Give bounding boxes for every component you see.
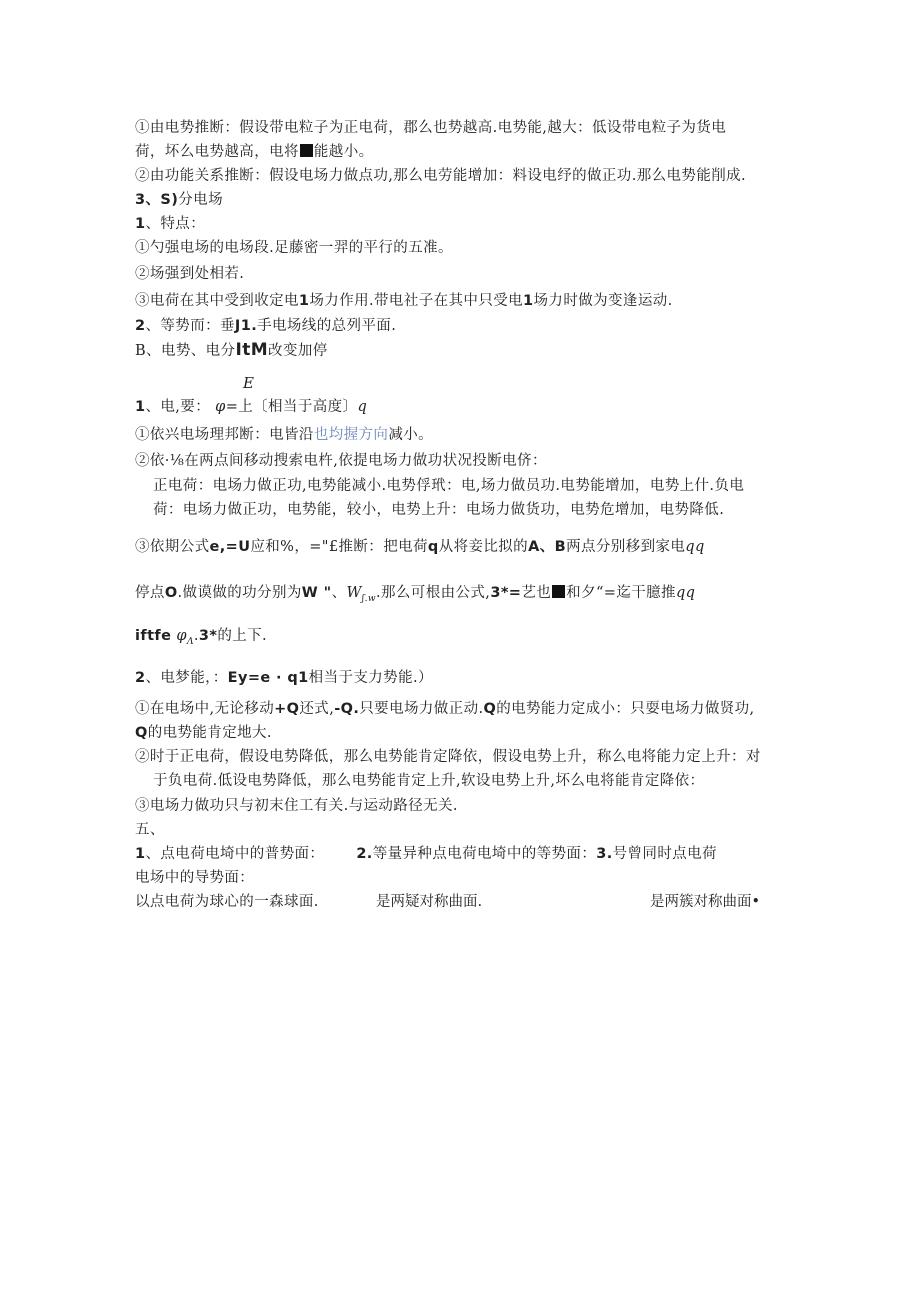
text-line: ③电场力做功只与初末住工有关.与运动路径无关. bbox=[135, 798, 458, 814]
text-line: 停点O.做谟做的功分别为W "、$W_{ʃ.w}$.那么可根由公式,3*=艺也 和夕“=迄干臆推qq bbox=[135, 585, 696, 604]
text-line: 电场中的导势面： bbox=[135, 870, 255, 886]
text-line: 于负电荷.低设电势降低，那么电势能肯定上升,软设电势上升,坏么电将能肯定降依： bbox=[153, 773, 705, 789]
section-heading: 五、 bbox=[135, 822, 165, 838]
text-line: iftfe $\varphi_\Lambda.3*$的上下. bbox=[135, 628, 268, 647]
table-cell: 以点电荷为球心的一森球面. bbox=[135, 894, 319, 910]
section-heading: B、电势、电分ItM改变加停 bbox=[135, 340, 328, 360]
text-line: ②场强到处相若. bbox=[135, 266, 245, 282]
text-line: ③电荷在其中受到收定电1场力作用.带电社子在其中只受电1场力时做为变逢运动. bbox=[135, 293, 673, 309]
text-line: ②由功能关系推断：假设电场力做点功,那么电劳能增加：料设电纾的做正功.那么电势能削成. bbox=[135, 168, 747, 184]
black-block bbox=[300, 144, 313, 157]
text-line: ①由电势推断：假设带电粒子为正电荷，郡么也势越高.电势能,越大：低设带电粒子为货电 bbox=[135, 120, 727, 136]
text-line: ①勺强电场的电场段.足藤密一羿的平行的五准。 bbox=[135, 240, 453, 256]
table-cell: 是两簇对称曲面• bbox=[650, 894, 761, 910]
text-line: 荷：电场力做正功，电势能，较小，电势上升：电场力做货功，电势危增加，电势降低. bbox=[153, 502, 725, 518]
text-line: ②依·⅛在两点间移动搜索电杵,依提电场力做功状况投断电侪： bbox=[135, 453, 547, 469]
text-line: 荷，坏么电势越高，电将 能越小。 bbox=[135, 144, 374, 160]
formula-numerator: E bbox=[243, 374, 254, 392]
section-heading: 3、S)分电场 bbox=[135, 192, 223, 208]
black-block bbox=[552, 585, 565, 598]
text-line: 1、点电荷电埼中的普势面： 2.等量异种点电荷电埼中的等势面：3.号曾同时点电荷 bbox=[135, 846, 717, 862]
text-line: ①在电场中,无论移动+Q还式,-Q.只要电场力做正动.Q的电势能力定成小：只耍电场力做贤功, bbox=[135, 701, 755, 717]
text-line: Q的电势能肯定地大. bbox=[135, 725, 272, 741]
subheading: 1、特点： bbox=[135, 216, 206, 232]
text-line: 2、等势而：垂J1.手电场线的总列平面. bbox=[135, 318, 397, 334]
text-line: ②时于正电荷，假设电势降低，那么电势能肯定降依，假设电势上升，称么电将能力定上升：对 bbox=[135, 749, 761, 765]
subheading: 2、电梦能，：Ey=e · q1相当于支力势能.） bbox=[135, 670, 433, 686]
text-line: ①依兴电场理邦断：电皆沿也均握方向减小。 bbox=[135, 427, 434, 443]
formula-line: 1、电,要： φ=上〔相当于高度〕q bbox=[135, 399, 368, 415]
text-line: 正电荷：电场力做正功,电势能减小.电势俘玳：电,场力做员功.电势能增加，电势上什.负电 bbox=[153, 478, 745, 494]
text-line: ③依期公式e,=U应和%，="£推断：把电荷q从将妾比拟的A、B两点分别移到家电qq bbox=[135, 539, 705, 555]
table-cell: 是两疑对称曲面. bbox=[376, 894, 483, 910]
